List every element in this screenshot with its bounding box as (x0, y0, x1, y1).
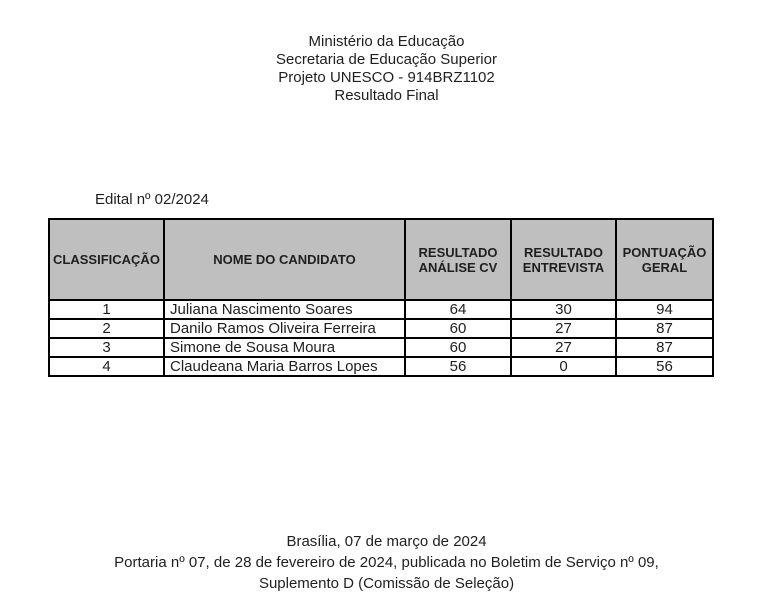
results-table (48, 218, 714, 377)
column-header-classificacao: CLASSIFICAÇÃO (49, 219, 164, 300)
cell-nome: Juliana Nascimento Soares (164, 300, 405, 319)
column-header-pontuacao-geral: PONTUAÇÃO GERAL (616, 219, 713, 300)
cell-nome: Claudeana Maria Barros Lopes (164, 357, 405, 376)
cell-resultado-analise-cv: 56 (405, 357, 511, 376)
footer-line-city-date: Brasília, 07 de março de 2024 (286, 533, 487, 550)
column-header-resultado-analise-cv: RESULTADO ANÁLISE CV (405, 219, 511, 300)
header-line-projeto: Projeto UNESCO - 914BRZ1102 (278, 69, 495, 86)
cell-resultado-analise-cv: 64 (405, 300, 511, 319)
document-header (0, 33, 773, 105)
cell-pontuacao-geral: 87 (616, 338, 713, 357)
footer-line-suplemento: Suplemento D (Comissão de Seleção) (258, 575, 515, 592)
cell-pontuacao-geral: 87 (616, 319, 713, 338)
edital-label: Edital nº 02/2024 (95, 191, 209, 208)
header-line-secretaria: Secretaria de Educação Superior (276, 51, 497, 68)
cell-resultado-entrevista: 30 (511, 300, 616, 319)
table-row (49, 319, 713, 338)
cell-pontuacao-geral: 94 (616, 300, 713, 319)
cell-nome: Danilo Ramos Oliveira Ferreira (164, 319, 405, 338)
cell-resultado-analise-cv: 60 (405, 338, 511, 357)
cell-resultado-entrevista: 27 (511, 338, 616, 357)
cell-resultado-entrevista: 0 (511, 357, 616, 376)
header-line-ministry: Ministério da Educação (308, 33, 465, 50)
table-row (49, 300, 713, 319)
column-header-nome-do-candidato: NOME DO CANDIDATO (164, 219, 405, 300)
table-header-row (49, 219, 713, 300)
cell-resultado-analise-cv: 60 (405, 319, 511, 338)
cell-resultado-entrevista: 27 (511, 319, 616, 338)
document-footer (0, 531, 773, 594)
cell-pontuacao-geral: 56 (616, 357, 713, 376)
header-line-resultado: Resultado Final (334, 87, 439, 104)
cell-nome: Simone de Sousa Moura (164, 338, 405, 357)
column-header-resultado-entrevista: RESULTADO ENTREVISTA (511, 219, 616, 300)
footer-line-portaria: Portaria nº 07, de 28 de fevereiro de 2024, publicada no Boletim de Serviço nº 09, (114, 554, 659, 571)
cell-classificacao: 1 (49, 300, 164, 319)
cell-classificacao: 3 (49, 338, 164, 357)
cell-classificacao: 4 (49, 357, 164, 376)
cell-classificacao: 2 (49, 319, 164, 338)
table-row (49, 338, 713, 357)
table-row (49, 357, 713, 376)
